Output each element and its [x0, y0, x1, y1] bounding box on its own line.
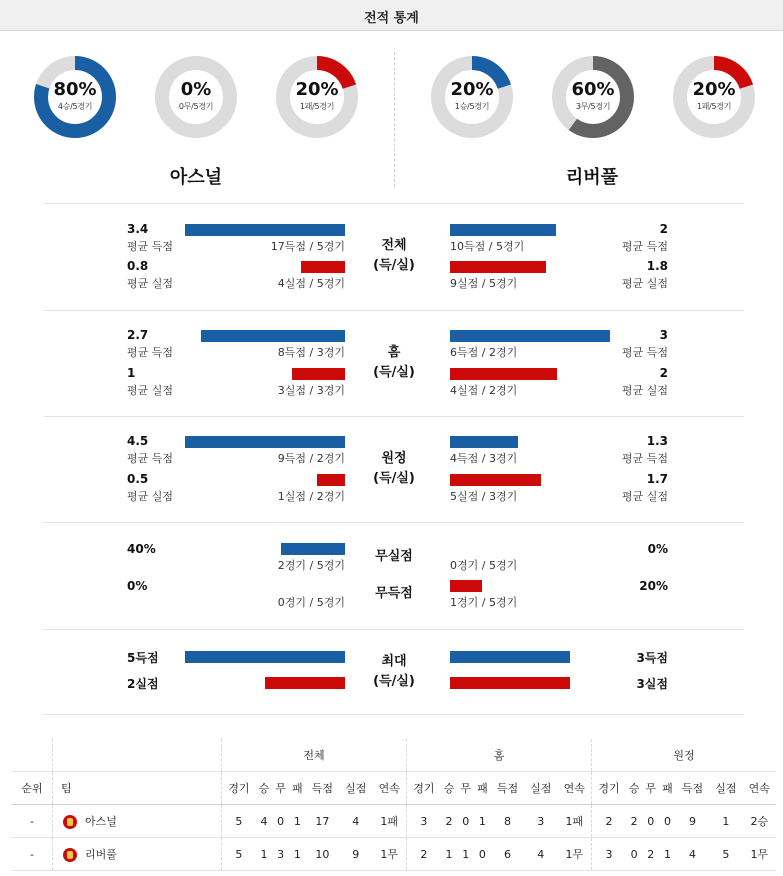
donut-caption: 4승/5경기	[57, 102, 93, 111]
section-label: 전체 (득/실)	[373, 238, 415, 273]
home-max-conceded-bar	[265, 677, 345, 689]
away-conceded-bar	[450, 368, 557, 380]
stat-cell: 2	[642, 838, 659, 871]
avg-conceded-label: 평균 실점	[127, 490, 174, 503]
home-clean-pct: 40%	[127, 542, 156, 556]
rank-header: 순위	[12, 772, 53, 805]
home-conceded-bar	[317, 474, 345, 486]
stat-cell: 1	[457, 838, 474, 871]
stat-cell: 0	[659, 805, 676, 838]
avg-scored-label: 평균 득점	[621, 346, 668, 359]
avg-scored-label: 평균 득점	[127, 452, 174, 465]
away-conceded-count: 4실점 / 2경기	[450, 384, 518, 397]
club-crest-icon	[63, 848, 77, 862]
avg-conceded-label: 평균 실점	[621, 277, 668, 290]
stat-cell: 5	[709, 838, 742, 871]
stat-cell: 2	[592, 805, 626, 838]
group-total: 전체	[222, 739, 407, 772]
col-header: 패	[289, 772, 306, 805]
donut-percent: 60%	[571, 79, 615, 100]
away-conceded-bar	[450, 474, 541, 486]
stat-cell: 1	[289, 805, 306, 838]
column-header-row	[12, 772, 776, 805]
stat-cell: 1	[256, 838, 273, 871]
away-noscore-bar	[450, 580, 482, 592]
stat-cell: 0	[642, 805, 659, 838]
col-header: 무	[457, 772, 474, 805]
home-team-name: 아스널	[169, 167, 223, 188]
home-win-donut	[33, 55, 117, 139]
stat-cell: 3	[592, 838, 626, 871]
stat-cell: 3	[407, 805, 441, 838]
donut-percent: 20%	[692, 79, 736, 100]
col-header: 무	[272, 772, 289, 805]
stat-cell: 4	[339, 805, 372, 838]
donut-percent: 20%	[295, 79, 339, 100]
stat-cell: 2	[626, 805, 643, 838]
away-clean-pct: 0%	[647, 542, 668, 556]
clean-sheet-label: 무실점	[375, 549, 413, 564]
stat-cell: 5	[222, 805, 256, 838]
stat-cell: 2승	[743, 805, 776, 838]
home-draw-donut	[154, 55, 238, 139]
away-scored-bar	[450, 224, 556, 236]
home-avg-conceded: 0.8	[127, 259, 149, 273]
home-avg-conceded: 0.5	[127, 472, 149, 486]
donut-percent: 20%	[450, 79, 494, 100]
stat-cell: 1	[289, 838, 306, 871]
away-avg-scored: 3	[659, 328, 668, 342]
col-header: 승	[441, 772, 458, 805]
stat-cell: 1	[659, 838, 676, 871]
stat-cell: 0	[272, 805, 289, 838]
away-draw-donut	[551, 55, 635, 139]
divider	[44, 310, 744, 311]
donut-caption: 1패/5경기	[299, 102, 335, 111]
stat-cell: 8	[491, 805, 524, 838]
col-header: 득점	[306, 772, 339, 805]
stat-cell: 17	[306, 805, 339, 838]
stat-cell: 1무	[372, 838, 406, 871]
away-avg-scored: 1.3	[646, 434, 668, 448]
team-name: 아스널	[85, 815, 117, 828]
col-header: 실점	[524, 772, 557, 805]
away-noscore-pct: 20%	[639, 579, 668, 593]
away-scored-count: 10득점 / 5경기	[450, 240, 525, 253]
stat-cell: 2	[407, 838, 441, 871]
col-header: 승	[626, 772, 643, 805]
avg-scored-label: 평균 득점	[621, 452, 668, 465]
rank-cell: -	[12, 805, 53, 838]
home-conceded-count: 1실점 / 2경기	[277, 490, 345, 503]
donut-percent: 0%	[180, 79, 212, 100]
away-win-donut	[430, 55, 514, 139]
col-header: 경기	[592, 772, 626, 805]
away-scored-count: 4득점 / 3경기	[450, 452, 518, 465]
stat-cell: 0	[457, 805, 474, 838]
home-scored-count: 9득점 / 2경기	[277, 452, 345, 465]
section-label: 홈 (득/실)	[373, 345, 415, 380]
col-header: 패	[659, 772, 676, 805]
home-conceded-bar	[292, 368, 345, 380]
col-header: 득점	[491, 772, 524, 805]
avg-conceded-label: 평균 실점	[127, 384, 174, 397]
stat-cell: 1	[709, 805, 742, 838]
home-avg-scored: 4.5	[127, 434, 149, 448]
divider	[44, 203, 744, 204]
avg-scored-label: 평균 득점	[127, 240, 174, 253]
col-header: 경기	[407, 772, 441, 805]
team-cell[interactable]	[53, 805, 222, 838]
col-header: 승	[256, 772, 273, 805]
divider	[44, 714, 744, 715]
home-noscore-pct: 0%	[127, 579, 148, 593]
away-max-scored: 3득점	[636, 651, 668, 665]
stat-cell: 1무	[557, 838, 591, 871]
away-scored-bar	[450, 436, 518, 448]
home-avg-conceded: 1	[127, 366, 136, 380]
col-header: 경기	[222, 772, 256, 805]
col-header: 무	[642, 772, 659, 805]
stat-cell: 0	[626, 838, 643, 871]
stat-cell: 9	[339, 838, 372, 871]
away-conceded-count: 9실점 / 5경기	[450, 277, 518, 290]
donut-caption: 1패/5경기	[696, 102, 732, 111]
away-avg-scored: 2	[659, 222, 668, 236]
stat-cell: 2	[441, 805, 458, 838]
table-row[interactable]	[12, 805, 776, 838]
away-scored-count: 6득점 / 2경기	[450, 346, 518, 359]
team-header: 팀	[53, 772, 222, 805]
avg-scored-label: 평균 득점	[621, 240, 668, 253]
col-header: 실점	[709, 772, 742, 805]
donut-caption: 1승/5경기	[454, 102, 490, 111]
stat-cell: 4	[524, 838, 557, 871]
home-loss-donut	[275, 55, 359, 139]
vertical-divider	[394, 52, 395, 187]
stat-cell: 9	[676, 805, 709, 838]
rank-cell: -	[12, 838, 53, 871]
stat-cell: 3	[524, 805, 557, 838]
group-home: 홈	[407, 739, 592, 772]
home-clean-count: 2경기 / 5경기	[277, 559, 345, 572]
away-avg-conceded: 1.8	[646, 259, 668, 273]
col-header: 연속	[557, 772, 591, 805]
stat-cell: 0	[474, 838, 491, 871]
away-clean-count: 0경기 / 5경기	[450, 559, 518, 572]
stat-cell: 10	[306, 838, 339, 871]
donut-caption: 3무/5경기	[575, 102, 611, 111]
home-max-conceded: 2실점	[127, 677, 159, 691]
stat-cell: 3	[272, 838, 289, 871]
no-score-label: 무득점	[375, 586, 413, 601]
standings-table	[12, 739, 776, 871]
away-max-conceded-bar	[450, 677, 570, 689]
away-loss-donut	[672, 55, 756, 139]
group-header-row	[12, 739, 776, 772]
home-scored-count: 8득점 / 3경기	[277, 346, 345, 359]
home-conceded-count: 4실점 / 5경기	[277, 277, 345, 290]
stat-cell: 4	[676, 838, 709, 871]
stat-cell: 1	[474, 805, 491, 838]
stat-cell: 1패	[372, 805, 406, 838]
table-row[interactable]	[12, 838, 776, 871]
col-header: 패	[474, 772, 491, 805]
section-label: 원정 (득/실)	[373, 451, 415, 486]
avg-conceded-label: 평균 실점	[127, 277, 174, 290]
away-noscore-count: 1경기 / 5경기	[450, 596, 518, 609]
away-avg-conceded: 1.7	[646, 472, 668, 486]
away-max-conceded: 3실점	[636, 677, 668, 691]
home-scored-bar	[185, 436, 345, 448]
stats-header	[0, 0, 783, 31]
avg-conceded-label: 평균 실점	[621, 384, 668, 397]
stat-cell: 1무	[743, 838, 776, 871]
home-conceded-count: 3실점 / 3경기	[277, 384, 345, 397]
home-scored-bar	[201, 330, 345, 342]
away-max-scored-bar	[450, 651, 570, 663]
home-conceded-bar	[301, 261, 345, 273]
donut-caption: 0무/5경기	[178, 102, 214, 111]
home-avg-scored: 2.7	[127, 328, 149, 342]
divider	[44, 416, 744, 417]
stat-cell: 1	[441, 838, 458, 871]
avg-conceded-label: 평균 실점	[621, 490, 668, 503]
stat-cell: 6	[491, 838, 524, 871]
away-avg-conceded: 2	[659, 366, 668, 380]
home-scored-bar	[185, 224, 345, 236]
home-max-scored-bar	[185, 651, 345, 663]
divider	[44, 629, 744, 630]
page-title: 전적 통계	[364, 11, 419, 26]
group-away: 원정	[592, 739, 776, 772]
col-header: 연속	[743, 772, 776, 805]
club-crest-icon	[63, 815, 77, 829]
home-max-scored: 5득점	[127, 651, 159, 665]
team-name: 리버풀	[85, 848, 117, 861]
donut-percent: 80%	[53, 79, 97, 100]
home-avg-scored: 3.4	[127, 222, 149, 236]
home-noscore-count: 0경기 / 5경기	[277, 596, 345, 609]
col-header: 득점	[676, 772, 709, 805]
away-conceded-bar	[450, 261, 546, 273]
home-clean-bar	[281, 543, 345, 555]
home-scored-count: 17득점 / 5경기	[270, 240, 345, 253]
col-header: 연속	[372, 772, 406, 805]
avg-scored-label: 평균 득점	[127, 346, 174, 359]
stat-cell: 4	[256, 805, 273, 838]
team-cell[interactable]	[53, 838, 222, 871]
stat-cell: 5	[222, 838, 256, 871]
divider	[44, 522, 744, 523]
away-team-name: 리버풀	[565, 167, 619, 188]
col-header: 실점	[339, 772, 372, 805]
section-label: 최대 (득/실)	[373, 654, 415, 689]
away-conceded-count: 5실점 / 3경기	[450, 490, 518, 503]
stat-cell: 1패	[557, 805, 591, 838]
